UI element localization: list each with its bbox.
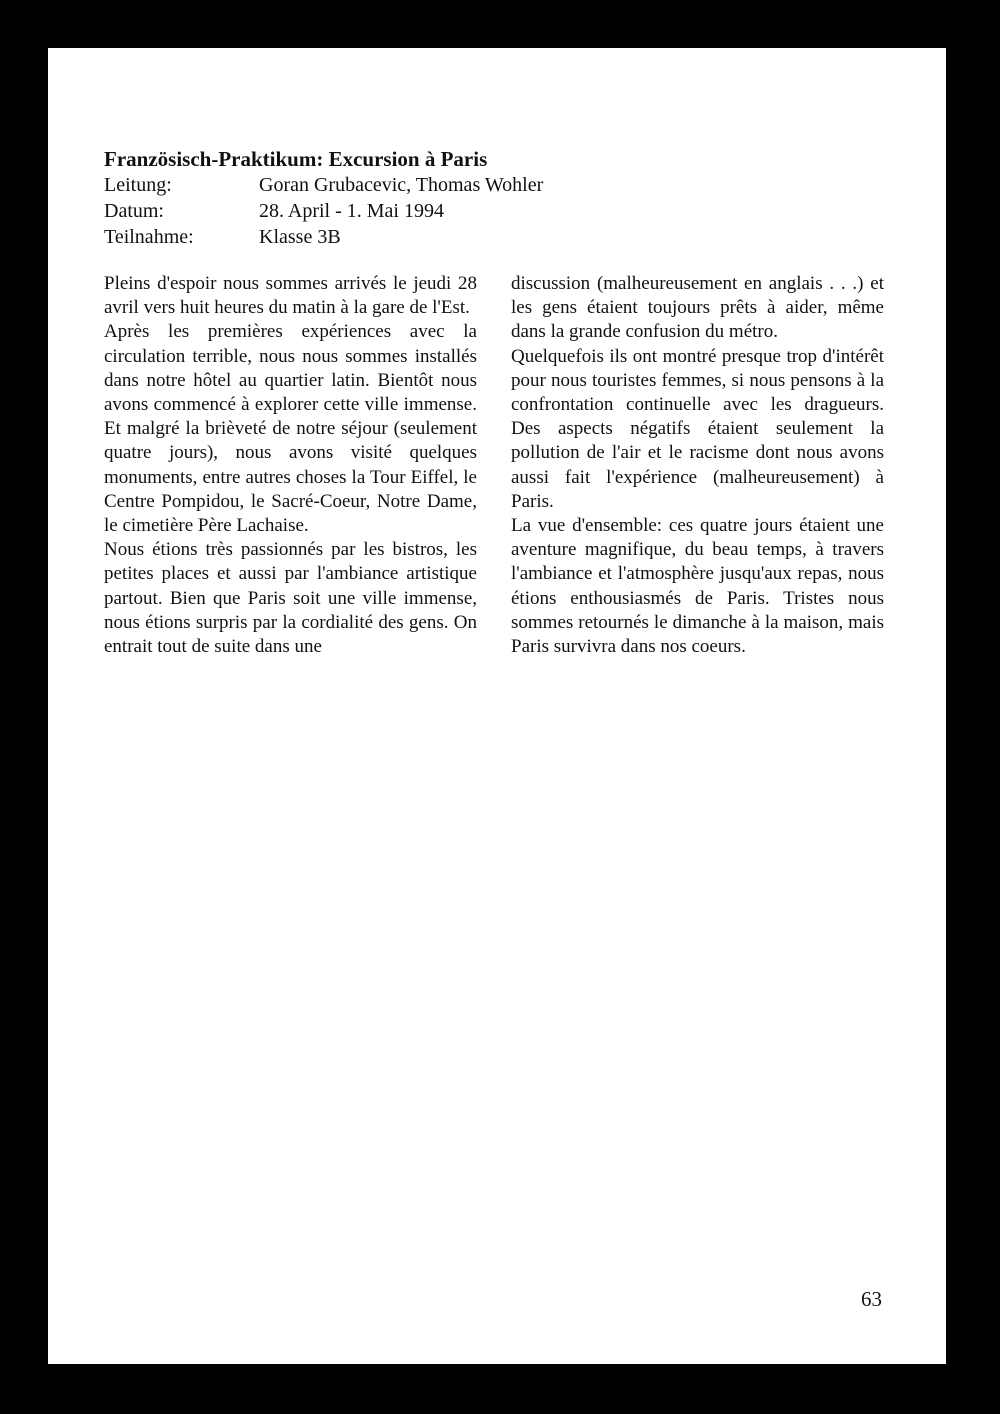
article [104,146,884,659]
meta-label: Leitung: [104,174,172,196]
meta-label: Datum: [104,200,164,222]
paragraph: Quelquefois ils ont montré presque trop d'intérêt pour nous touristes femmes, si nous pensons à la confrontation continuelle avec les dragueurs. Des aspects négatifs étaient seulement la pollution de l'air et le racisme dont nous avons aussi fait l'expérience (malheureusement) à Paris. [511,345,884,512]
paragraph: Nous étions très passionnés par les bistros, les petites places et aussi par l'ambiance artistique partout. Bien que Paris soit une ville immense, nous étions surpris par la cordialité des gens. On entrait tout de suite dans une [104,539,477,658]
left-column [104,272,477,659]
right-column [511,272,884,659]
meta-value: 28. April - 1. Mai 1994 [259,200,444,222]
paragraph: La vue d'ensemble: ces quatre jours étaient une aventure magnifique, du beau temps, à travers l'ambiance et l'atmosphère jusqu'aux repas, nous étions enthousiasmés de Paris. Tristes nous sommes retournés le dimanche à la maison, mais Paris survivra dans nos coeurs. [511,515,884,658]
text-columns [104,272,884,659]
meta-row-teilnahme [104,224,884,250]
article-title: Französisch-Praktikum: Excursion à Paris [104,147,488,171]
page-number: 63 [861,1287,882,1311]
meta-label: Teilnahme: [104,226,194,248]
meta-value: Klasse 3B [259,226,341,248]
meta-value: Goran Grubacevic, Thomas Wohler [259,174,544,196]
meta-info [104,172,884,250]
paragraph: Pleins d'espoir nous sommes arrivés le jeudi 28 avril vers huit heures du matin à la gare de l'Est. [104,273,477,319]
paragraph: discussion (malheureusement en anglais . . .) et les gens étaient toujours prêts à aider, même dans la grande confusion du métro. [511,273,884,343]
meta-row-leitung [104,172,884,198]
document-page [48,48,946,1364]
meta-row-datum [104,198,884,224]
paragraph: Après les premières expériences avec la circulation terrible, nous nous sommes installés dans notre hôtel au quartier latin. Bientôt nous avons commencé à explorer cette ville immense. Et malgré la brièveté de notre séjour (seulement quatre jours), nous avons visité quelques monuments, entre autres choses la Tour Eiffel, le Centre Pompidou, le Sacré-Coeur, Notre Dame, le cimetière Père Lachaise. [104,321,477,537]
